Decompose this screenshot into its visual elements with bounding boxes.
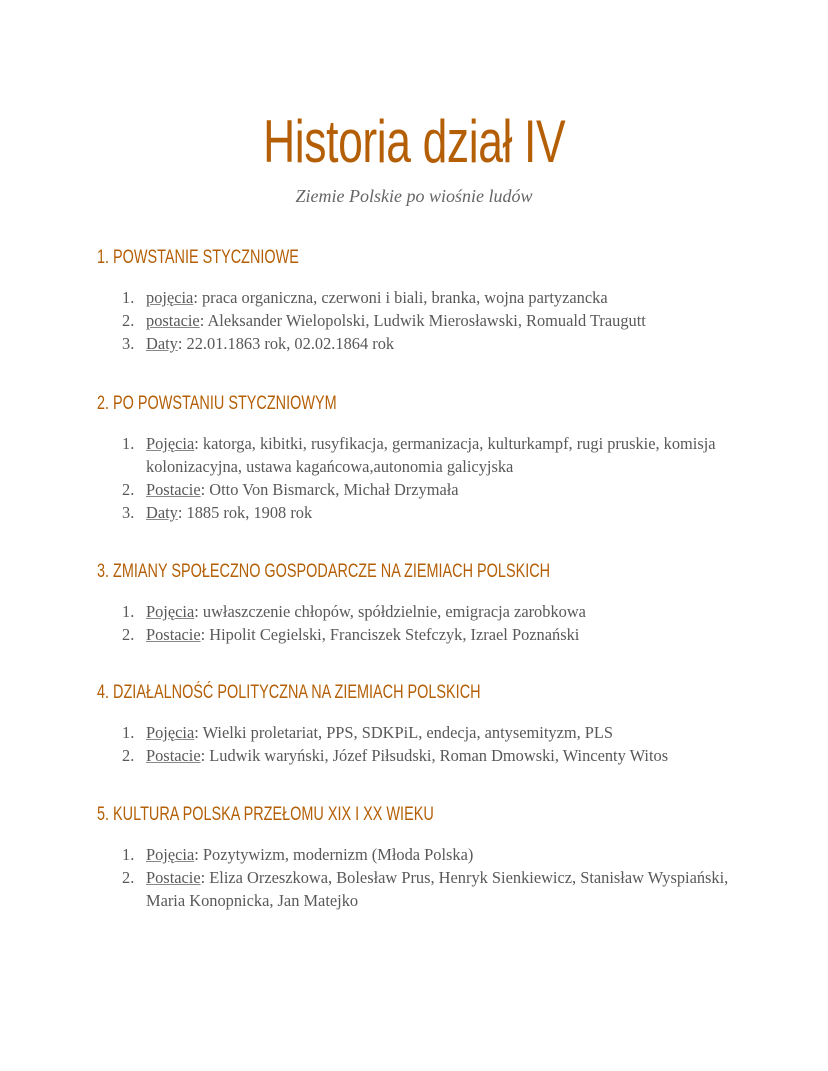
item-text: : Aleksander Wielopolski, Ludwik Mierosławski, Romuald Traugutt (199, 311, 646, 330)
list-number: 2. (122, 746, 135, 765)
list-item (122, 286, 757, 309)
term-label: Pojęcia (146, 434, 195, 453)
section-3 (97, 560, 757, 646)
item-text: : katorga, kibitki, rusyfikacja, germanizacja, kulturkampf, rugi pruskie, komisja kolonizacyjna, ustawa kagańcowa,autonomia galicyjska (146, 434, 716, 476)
item-text: : praca organiczna, czerwoni i biali, branka, wojna partyzancka (193, 288, 608, 307)
item-text: : Pozytywizm, modernizm (Młoda Polska) (194, 845, 474, 864)
item-text: : 1885 rok, 1908 rok (177, 503, 313, 522)
list-item (122, 866, 757, 912)
list-item (122, 623, 757, 646)
list-number: 2. (122, 868, 135, 887)
item-text: : Ludwik waryński, Józef Piłsudski, Roman Dmowski, Wincenty Witos (200, 746, 669, 765)
list-number: 2. (122, 311, 135, 330)
item-text: : Otto Von Bismarck, Michał Drzymała (200, 480, 459, 499)
list-number: 1. (122, 602, 135, 621)
list-item (122, 744, 757, 767)
term-label: Postacie (146, 868, 201, 887)
section-2 (97, 392, 757, 524)
list-number: 3. (122, 503, 135, 522)
term-label: Postacie (146, 480, 201, 499)
list-number: 2. (122, 480, 135, 499)
item-list (97, 286, 757, 355)
list-number: 1. (122, 288, 135, 307)
section-1 (97, 246, 757, 355)
section-heading: 5. KULTURA POLSKA PRZEŁOMU XIX I XX WIEKU (97, 804, 434, 825)
list-item (122, 843, 757, 866)
term-label: postacie (146, 311, 200, 330)
term-label: Pojęcia (146, 845, 195, 864)
list-item (122, 478, 757, 501)
item-text: : Wielki proletariat, PPS, SDKPiL, endecja, antysemityzm, PLS (194, 723, 614, 742)
list-number: 1. (122, 723, 135, 742)
term-label: Postacie (146, 746, 201, 765)
term-label: Pojęcia (146, 602, 195, 621)
list-number: 2. (122, 625, 135, 644)
item-list (97, 843, 757, 912)
list-item (122, 332, 757, 355)
item-text: : Hipolit Cegielski, Franciszek Stefczyk, Izrael Poznański (200, 625, 580, 644)
term-label: pojęcia (146, 288, 194, 307)
item-list (97, 721, 757, 767)
section-heading: 1. POWSTANIE STYCZNIOWE (97, 247, 299, 268)
document-title: Historia dział IV (262, 108, 566, 175)
item-list (97, 432, 757, 524)
list-item (122, 721, 757, 744)
list-number: 1. (122, 845, 135, 864)
document-subtitle: Ziemie Polskie po wiośnie ludów (295, 186, 533, 206)
item-list (97, 600, 757, 646)
item-text: : uwłaszczenie chłopów, spółdzielnie, emigracja zarobkowa (194, 602, 586, 621)
term-label: Pojęcia (146, 723, 195, 742)
section-heading: 4. DZIAŁALNOŚĆ POLITYCZNA NA ZIEMIACH POLSKICH (97, 682, 481, 703)
term-label: Daty (146, 503, 178, 522)
section-5 (97, 803, 757, 912)
list-item (122, 501, 757, 524)
item-text: : 22.01.1863 rok, 02.02.1864 rok (177, 334, 395, 353)
section-heading: 3. ZMIANY SPOŁECZNO GOSPODARCZE NA ZIEMIACH POLSKICH (97, 561, 551, 582)
list-number: 1. (122, 434, 135, 453)
list-item (122, 309, 757, 332)
list-item (122, 432, 757, 478)
list-item (122, 600, 757, 623)
item-text: : Eliza Orzeszkowa, Bolesław Prus, Henryk Sienkiewicz, Stanisław Wyspiański, Maria Konopnicka, Jan Matejko (146, 868, 729, 910)
term-label: Postacie (146, 625, 201, 644)
section-heading: 2. PO POWSTANIU STYCZNIOWYM (97, 393, 337, 414)
section-4 (97, 681, 757, 767)
term-label: Daty (146, 334, 178, 353)
list-number: 3. (122, 334, 135, 353)
